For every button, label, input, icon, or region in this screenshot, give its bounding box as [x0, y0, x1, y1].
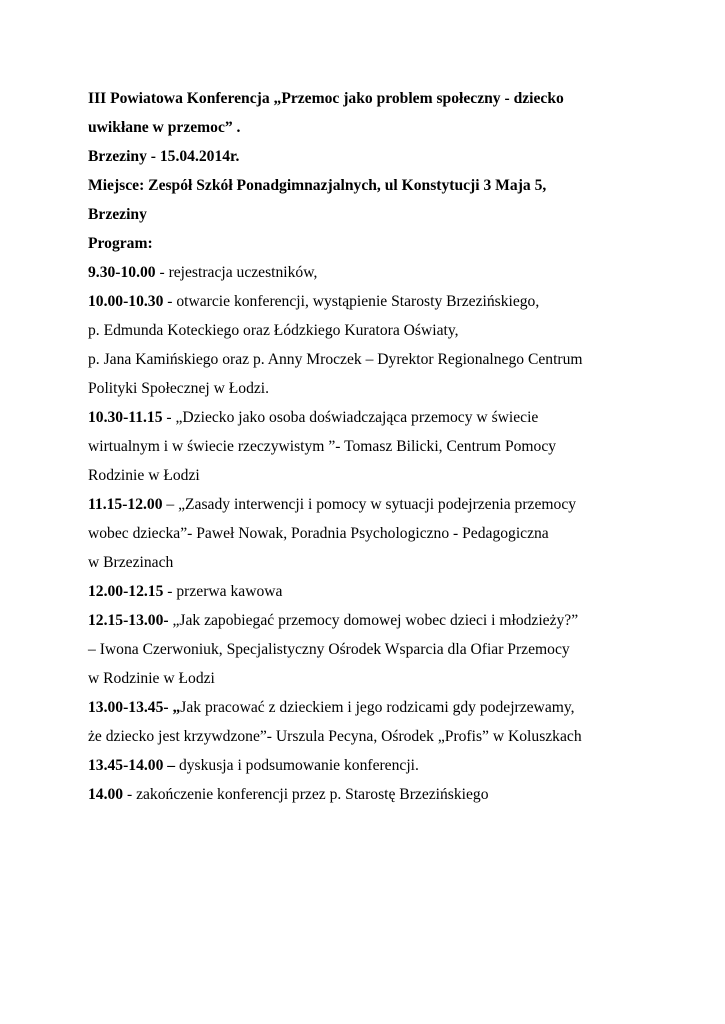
program-item	[88, 751, 708, 780]
conference-place-line-1: Miejsce: Zespół Szkół Ponadgimnazjalnych, ul Konstytucji 3 Maja 5,	[88, 177, 547, 194]
program-text: Jak pracować z dzieckiem i jego rodzicami gdy podejrzewamy,	[180, 699, 575, 716]
program-time: 12.00-12.15	[88, 583, 164, 600]
program-time: 9.30-10.00	[88, 264, 156, 281]
program-item	[88, 693, 708, 751]
conference-date: Brzeziny - 15.04.2014r.	[88, 148, 240, 165]
program-time: 10.30-11.15	[88, 409, 163, 426]
program-text: - zakończenie konferencji przez p. Starostę Brzezińskiego	[123, 786, 489, 803]
program-item	[88, 403, 708, 490]
program-text: - „Dziecko jako osoba doświadczająca przemocy w świecie	[162, 409, 539, 426]
program-time: 13.00-13.45- „	[88, 699, 181, 716]
program-text: – „Zasady interwencji i pomocy w sytuacji podejrzenia przemocy	[162, 496, 577, 513]
program-text: Polityki Społecznej w Łodzi.	[88, 380, 270, 397]
program-text: w Rodzinie w Łodzi	[88, 670, 215, 687]
program-time: 14.00	[88, 786, 124, 803]
program-text: w Brzezinach	[88, 554, 174, 571]
program-text: - otwarcie konferencji, wystąpienie Starosty Brzezińskiego,	[163, 293, 540, 310]
program-time: 11.15-12.00	[88, 496, 163, 513]
program-text: „Jak zapobiegać przemocy domowej wobec dzieci i młodzieży?”	[168, 612, 579, 629]
program-item	[88, 287, 708, 403]
conference-title-line-2: uwikłane w przemoc” .	[88, 119, 241, 136]
program-text: p. Jana Kamińskiego oraz p. Anny Mroczek – Dyrektor Regionalnego Centrum	[88, 351, 583, 368]
program-text: dyskusja i podsumowanie konferencji.	[175, 757, 419, 774]
program-text: - przerwa kawowa	[163, 583, 283, 600]
document-page	[88, 84, 708, 809]
conference-place-line-2: Brzeziny	[88, 206, 147, 223]
program-item	[88, 490, 708, 577]
program-text: - rejestracja uczestników,	[155, 264, 318, 281]
program-text: Rodzinie w Łodzi	[88, 467, 200, 484]
program-text: p. Edmunda Koteckiego oraz Łódzkiego Kuratora Oświaty,	[88, 322, 459, 339]
program-item	[88, 780, 708, 809]
program-time: 10.00-10.30	[88, 293, 164, 310]
program-heading: Program:	[88, 235, 153, 252]
program-text: że dziecko jest krzywdzone”- Urszula Pecyna, Ośrodek „Profis” w Koluszkach	[88, 728, 582, 745]
program-text: wobec dziecka”- Paweł Nowak, Poradnia Psychologiczno - Pedagogiczna	[88, 525, 549, 542]
program-item	[88, 606, 708, 693]
program-time: 13.45-14.00 –	[88, 757, 176, 774]
program-item	[88, 258, 708, 287]
program-text: wirtualnym i w świecie rzeczywistym ”- Tomasz Bilicki, Centrum Pomocy	[88, 438, 557, 455]
conference-title-line-1: III Powiatowa Konferencja „Przemoc jako problem społeczny - dziecko	[88, 90, 564, 107]
program-text: – Iwona Czerwoniuk, Specjalistyczny Ośrodek Wsparcia dla Ofiar Przemocy	[88, 641, 570, 658]
program-time: 12.15-13.00-	[88, 612, 169, 629]
program-item	[88, 577, 708, 606]
